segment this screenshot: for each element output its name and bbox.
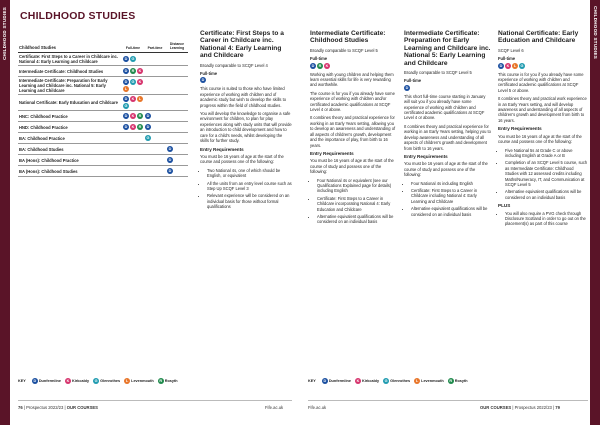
- campus-dot-g-icon: G: [131, 80, 135, 84]
- plus-list: [505, 211, 588, 227]
- campus-dot-d-icon: D: [499, 63, 503, 68]
- key-item: [65, 378, 89, 384]
- course-description: You will develop the knowledge to organise a safe environment for children, to plan for play experiences along with study units that will provide an introduction to child development and how to care for a child's needs, whilst developing the skills for further study.: [200, 111, 292, 144]
- campus-dot-r-icon: R: [138, 125, 142, 129]
- campus-dot-k-icon: K: [138, 80, 142, 84]
- campus-dots: [310, 63, 398, 69]
- campus-dot-d-icon: D: [201, 78, 205, 83]
- campus-dot-k-icon: K: [138, 69, 142, 73]
- campus-dots: [123, 124, 143, 130]
- key-item: [448, 378, 468, 384]
- course-name: HND: Childhood Practice: [18, 122, 122, 133]
- table-row: [18, 144, 188, 155]
- scqf-level: Broadly comparable to SCQF Level 5: [404, 70, 472, 76]
- campus-dot-l-icon: L: [415, 379, 419, 383]
- mode-cell-ft: [122, 77, 144, 95]
- list-item: • Relevant experience will be considered on an individual basis for those without formal qualifications: [207, 193, 292, 209]
- left-footer-url[interactable]: Fife.ac.uk: [265, 405, 284, 410]
- mode-cell-dl: [166, 111, 188, 122]
- list-item: • Five National 5s at Grade C or above including English at Grade A or B: [505, 148, 588, 159]
- table-row: [18, 133, 188, 144]
- right-sidebar: [590, 0, 600, 425]
- campus-dot-d-icon: D: [168, 169, 172, 173]
- course-heading: Intermediate Certificate: Childhood Studies: [310, 30, 386, 45]
- key-item: [158, 378, 178, 384]
- course-name: BA: Childhood Practice: [18, 133, 122, 144]
- mode-cell-dl: [166, 66, 188, 77]
- list-item: • Certificate: First Steps to a Career in Childcare incorporating National 4: Early Education and Childcare: [317, 196, 398, 212]
- section-label: OUR COURSES: [66, 405, 98, 410]
- course-description: This short full-time course starting in January will suit you if you already have some experience of working with children and certificated academic qualifications at SCQF Level 4 or above.: [404, 93, 486, 121]
- scqf-level: Broadly comparable to SCQF Level 5: [310, 47, 378, 53]
- key-label: KEY: [308, 379, 316, 383]
- mode-cell-pt: [144, 144, 166, 155]
- left-footer: 76 | Prospectus 2022/23 | OUR COURSES: [18, 405, 98, 410]
- campus-dot-d-icon: D: [124, 57, 128, 61]
- campus-dots: [404, 85, 492, 91]
- page-number: 76: [18, 405, 23, 410]
- entry-intro: You must be 16 years of age at the start of the course of study and possess one of the following:: [310, 158, 394, 175]
- course-name: HNC: Childhood Practice: [18, 111, 122, 122]
- list-item: • Completion of an SCQF Level 5 course, such as Intermediate Certificate: Childhood Studies with 12 assessed credits including Maths/Numeracy, IT, and Communication at SCQF Level 5: [505, 160, 588, 187]
- section-label: OUR COURSES: [480, 405, 512, 410]
- table-header-distance: Distance Learning: [166, 40, 188, 53]
- mode-cell-ft: [122, 166, 144, 177]
- footer-rule: [308, 400, 588, 401]
- course-name: BA (Hons): Childhood Studies: [18, 166, 122, 177]
- course-column-1: [200, 30, 292, 212]
- course-name: BA: Childhood Studies: [18, 144, 122, 155]
- key-item-name: Kirkcaldy: [71, 379, 90, 383]
- course-column-3: [404, 30, 492, 219]
- table-header-course: Childhood Studies: [18, 40, 122, 53]
- course-description: The course is for you if you already have some experience of working with children and/or certificated academic qualifications at SCQF Level 4 or above.: [310, 90, 395, 113]
- list-item: • Alternative equivalent qualifications will be considered on an individual basis: [505, 189, 588, 200]
- page-number: 79: [555, 405, 560, 410]
- campus-dot-k-icon: K: [325, 63, 329, 68]
- key-item-name: Dunfermline: [328, 379, 351, 383]
- mode-cell-pt: [144, 95, 166, 111]
- key-items: [32, 378, 178, 384]
- entry-list: [411, 181, 492, 217]
- list-item: • All the units from an entry level course such as Step Up SCQF Level 3: [207, 181, 292, 192]
- key-item: [32, 378, 61, 384]
- campus-dots: [167, 146, 187, 152]
- list-item: • Alternative equivalent qualifications will be considered on an individual basis: [317, 214, 398, 225]
- table-row: [18, 53, 188, 66]
- course-name: Intermediate Certificate: Preparation for Early Learning and Childcare inc. National 5: Early Learning and Childcare: [18, 77, 122, 95]
- key-item-name: Rosyth: [454, 379, 468, 383]
- campus-dot-d-icon: D: [124, 69, 128, 73]
- mode-cell-dl: [166, 144, 188, 155]
- course-description: This course is suited to those who have limited experience of working with children and of academic study but wish to develop the skills to progress within the field of childhood studies.: [200, 86, 287, 108]
- mode-cell-dl: [166, 133, 188, 144]
- key-item: [383, 378, 410, 384]
- mode-cell-ft: [122, 122, 144, 133]
- course-name: Certificate: First Steps to a Career in Childcare inc. National 4: Early Learning and Childcare: [18, 53, 122, 66]
- campus-dot-d-icon: D: [124, 97, 128, 101]
- campus-dots: [167, 168, 187, 174]
- right-page: [300, 0, 600, 425]
- campus-dot-d-icon: D: [323, 379, 327, 383]
- entry-requirements-title: Entry Requirements: [200, 146, 244, 152]
- course-table: [18, 40, 188, 177]
- list-item: • Alternative equivalent qualifications will be considered on an individual basis: [411, 206, 492, 217]
- campus-dots: [123, 68, 143, 74]
- campus-dots: [145, 135, 165, 141]
- mode-cell-dl: [166, 155, 188, 166]
- campus-dot-d-icon: D: [124, 114, 128, 118]
- campus-dot-k-icon: K: [131, 125, 135, 129]
- page-title: CHILDHOOD STUDIES: [20, 10, 136, 22]
- campus-dot-r-icon: R: [138, 114, 142, 118]
- right-footer-url[interactable]: Fife.ac.uk: [308, 405, 327, 410]
- campus-dot-d-icon: D: [168, 147, 172, 151]
- campus-dot-d-icon: D: [124, 80, 128, 84]
- entry-list: [207, 168, 292, 210]
- scqf-level: SCQF Level 6: [498, 47, 524, 53]
- campus-dots: [145, 124, 165, 130]
- study-mode: Full-time: [404, 78, 422, 84]
- mode-cell-pt: [144, 166, 166, 177]
- campus-dots: [167, 157, 187, 163]
- table-header-row: [18, 40, 188, 53]
- table-row: [18, 77, 188, 95]
- campus-dot-k-icon: K: [66, 379, 70, 383]
- left-sidebar: [0, 0, 10, 425]
- key-item: [414, 378, 444, 384]
- campus-dot-d-icon: D: [146, 114, 150, 118]
- campus-dot-g-icon: G: [131, 57, 135, 61]
- key-item: [93, 378, 120, 384]
- entry-intro: You must be 16 years of age at the start of the course and possess one of the following:: [498, 133, 582, 145]
- mode-cell-pt: [144, 133, 166, 144]
- mode-cell-ft: [122, 155, 144, 166]
- study-mode: Full-time: [200, 71, 218, 77]
- campus-dot-d-icon: D: [168, 158, 172, 162]
- mode-cell-dl: [166, 53, 188, 66]
- course-description: It combines theory and practical experience for working in an Early Years setting, helping you to develop awareness and understanding of all aspects of children's growth and development from birth to 16 years.: [404, 123, 491, 151]
- table-body: [18, 53, 188, 177]
- course-heading: Intermediate Certificate: Preparation for Early Learning and Childcare inc. National 5: Early Learning and Childcare: [404, 30, 491, 67]
- table-row: [18, 122, 188, 133]
- key-item: [355, 378, 379, 384]
- campus-dot-d-icon: D: [311, 63, 315, 68]
- study-mode: Full-time: [498, 56, 516, 62]
- course-column-2: [310, 30, 398, 227]
- list-item: • Certificate: First Steps to a Career in Childcare including National 4: Early Learning and Childcare: [411, 188, 492, 204]
- entry-requirements-title: Entry Requirements: [310, 150, 354, 156]
- campus-dot-l-icon: L: [125, 379, 129, 383]
- mode-cell-ft: [122, 95, 144, 111]
- campus-dots: [123, 96, 143, 109]
- key-item-name: Levenmouth: [421, 379, 444, 383]
- left-sidebar-label: CHILDHOOD STUDIES: [2, 6, 7, 60]
- table-row: [18, 66, 188, 77]
- key-item: [322, 378, 351, 384]
- mode-cell-pt: [144, 155, 166, 166]
- campus-dots: [498, 63, 588, 69]
- entry-requirements-title: Entry Requirements: [498, 126, 542, 132]
- course-description: It combines theory and practical work experience in an Early Years setting, and will develop awareness and understanding of all aspects of children's growth and development from birth to 16 years.: [498, 96, 587, 123]
- footer-rule: [18, 400, 292, 401]
- course-description: This course is for you if you already have some experience of working with children and certificated academic qualifications at SCQF Level 5 or above.: [498, 71, 584, 93]
- campus-dot-d-icon: D: [146, 125, 150, 129]
- table-row: [18, 166, 188, 177]
- course-name: Intermediate Certificate: Childhood Studies: [18, 66, 122, 77]
- campus-dot-r-icon: R: [449, 379, 453, 383]
- campus-dots: [123, 113, 143, 119]
- mode-cell-ft: [122, 144, 144, 155]
- plus-label: PLUS: [498, 203, 511, 209]
- campus-dot-k-icon: K: [506, 63, 510, 68]
- right-sidebar-label: CHILDHOOD STUDIES: [593, 6, 598, 60]
- campus-dot-k-icon: K: [356, 379, 360, 383]
- key-label: KEY: [18, 379, 26, 383]
- table-row: [18, 111, 188, 122]
- key-item: [124, 378, 154, 384]
- course-description: It combines theory and practical experience for working in an Early Years setting, allowing you to develop an awareness and understanding of all aspects of children's growth, development and the importance of play, from birth to 16 years.: [310, 115, 396, 148]
- list-item: • Four National 4s including English: [411, 181, 492, 186]
- study-mode: Full-time: [310, 56, 328, 62]
- campus-dot-r-icon: R: [318, 63, 322, 68]
- list-item: • Two National 4s, one of which should be English, or equivalent: [207, 168, 292, 179]
- mode-cell-pt: [144, 77, 166, 95]
- mode-cell-pt: [144, 66, 166, 77]
- key-item-name: Glenrothes: [100, 379, 121, 383]
- table-header-parttime: Part-time: [144, 40, 166, 53]
- campus-dot-d-icon: D: [405, 85, 409, 90]
- campus-dot-r-icon: R: [159, 379, 163, 383]
- campus-dots: [145, 113, 165, 119]
- key-item-name: Kirkcaldy: [361, 379, 380, 383]
- entry-intro: You must be 16 years of age at the start of the course of study and possess one of the following:: [404, 161, 488, 178]
- campus-dot-d-icon: D: [33, 379, 37, 383]
- entry-intro: You must be 16 years of age at the start of the course and possess one of the following:: [200, 153, 284, 165]
- course-name: BA (Hons): Childhood Practice: [18, 155, 122, 166]
- campus-dot-g-icon: G: [146, 136, 150, 140]
- campus-key: [18, 378, 178, 384]
- mode-cell-dl: [166, 95, 188, 111]
- mode-cell-pt: [144, 53, 166, 66]
- entry-list: [317, 178, 398, 225]
- mode-cell-dl: [166, 166, 188, 177]
- mode-cell-pt: [144, 111, 166, 122]
- campus-dot-g-icon: G: [94, 379, 98, 383]
- key-item-name: Levenmouth: [131, 379, 154, 383]
- mode-cell-ft: [122, 111, 144, 122]
- mode-cell-ft: [122, 53, 144, 66]
- mode-cell-ft: [122, 66, 144, 77]
- key-item-name: Dunfermline: [38, 379, 61, 383]
- course-column-4: [498, 30, 588, 229]
- table-header-fulltime: Full-time: [122, 40, 144, 53]
- course-heading: Certificate: First Steps to a Career in Childcare inc. National 4: Early Learning and Childcare: [200, 30, 284, 60]
- campus-dot-r-icon: R: [131, 69, 135, 73]
- list-item: • Four National 4s or equivalent (see our Qualifications Explained page for details) including English: [317, 178, 398, 194]
- prospectus-label: Prospectus 2022/23: [514, 405, 552, 410]
- key-items: [322, 378, 468, 384]
- course-heading: National Certificate: Early Education and Childcare: [498, 30, 579, 45]
- list-item: • You will also require a PVG check through Disclosure Scotland in order to go out on the placement(s) as part of this course: [505, 211, 588, 227]
- entry-list: [505, 148, 588, 201]
- mode-cell-ft: [122, 133, 144, 144]
- campus-dot-k-icon: K: [131, 114, 135, 118]
- campus-key: [308, 378, 468, 384]
- key-item-name: Glenrothes: [390, 379, 411, 383]
- mode-cell-dl: [166, 122, 188, 133]
- course-name: National Certificate: Early Education and Childcare: [18, 95, 122, 111]
- campus-dots: [200, 77, 292, 83]
- scqf-level: Broadly comparable to SCQF Level 4: [200, 62, 268, 68]
- table-row: [18, 155, 188, 166]
- mode-cell-dl: [166, 77, 188, 95]
- campus-dot-k-icon: K: [131, 97, 135, 101]
- campus-dot-g-icon: G: [384, 379, 388, 383]
- campus-dots: [123, 79, 143, 92]
- right-footer: OUR COURSES | Prospectus 2022/23 | 79: [480, 405, 560, 410]
- campus-dot-l-icon: L: [513, 63, 517, 68]
- course-description: Working with young children and helping them learn essential skills for life is very rewarding and worthwhile.: [310, 71, 394, 88]
- campus-dots: [123, 56, 143, 62]
- campus-dot-l-icon: L: [138, 97, 142, 101]
- campus-dot-d-icon: D: [124, 125, 128, 129]
- prospectus-label: Prospectus 2022/23: [26, 405, 64, 410]
- campus-dot-g-icon: G: [124, 104, 128, 108]
- entry-requirements-title: Entry Requirements: [404, 153, 448, 159]
- campus-dot-g-icon: G: [520, 63, 524, 68]
- key-item-name: Rosyth: [164, 379, 178, 383]
- campus-dot-l-icon: L: [124, 87, 128, 91]
- mode-cell-pt: [144, 122, 166, 133]
- table-row: [18, 95, 188, 111]
